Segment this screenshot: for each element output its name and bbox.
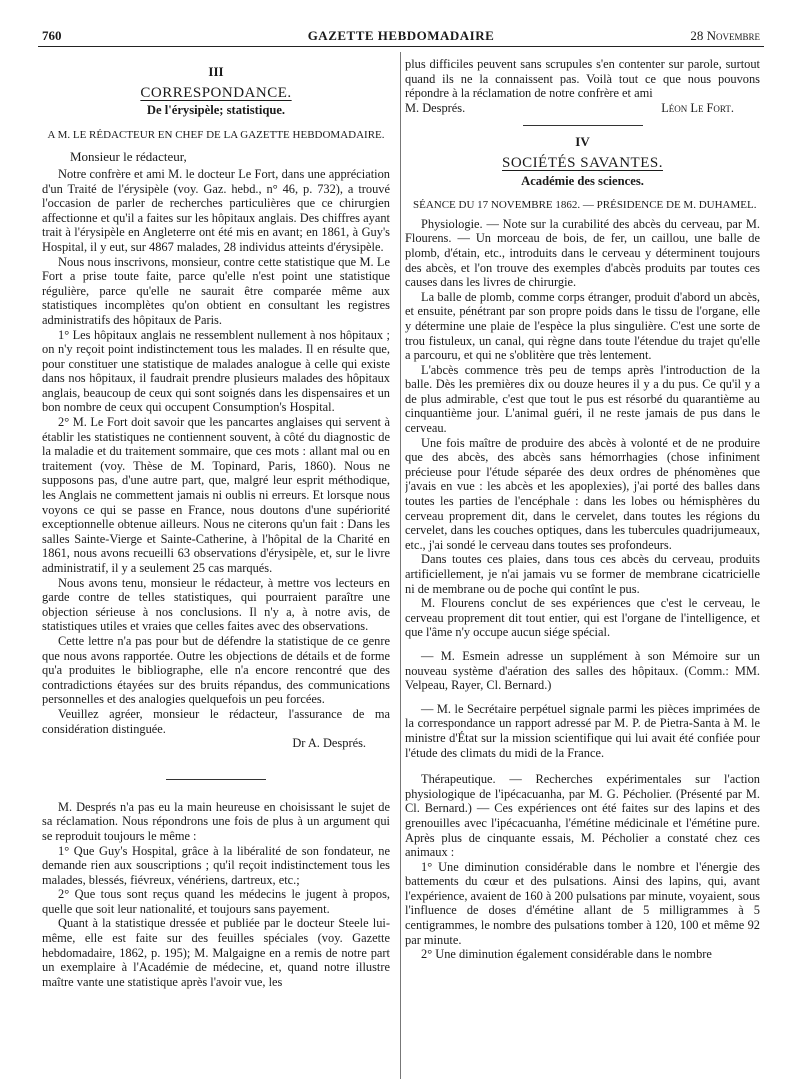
session-line: SÉANCE DU 17 NOVEMBRE 1862. — PRÉSIDENCE DE M. DUHAMEL. bbox=[413, 199, 757, 212]
paragraph: Nous nous inscrivons, monsieur, contre cette statistique que M. Le Fort a prise toute faite, parce qu'elle n'est point une statistique régulière, parce qu'elle ne saurait être comparée même aux statistiques incomplètes qu'on obtient en consultant les registres administratifs des hôpitaux de Paris. bbox=[42, 254, 390, 327]
paragraph: Veuillez agréer, monsieur le rédacteur, l'assurance de ma considération distinguée. bbox=[42, 706, 390, 736]
paragraph: Physiologie. — Note sur la curabilité des abcès du cerveau, par M. Flourens. — Un morceau de bois, de fer, un caillou, une balle de plomb, d'étain, etc., introduits dans le cerveau y déterminent toujours des abcès, et l'on trouve des exemples d'abcès produits par toutes ces causes dans les livres de chirurgie. bbox=[405, 216, 760, 290]
spacer bbox=[405, 693, 760, 702]
paragraph: 2° Que tous sont reçus quand les médecins le jugent à propos, quelle que soit leur nationalité, et toujours sans payement. bbox=[42, 887, 390, 916]
reply-closing bbox=[405, 101, 760, 116]
section-title: CORRESPONDANCE. bbox=[140, 84, 292, 101]
paragraph: Nous avons tenu, monsieur le rédacteur, à mettre vos lecteurs en garde contre de telles statistiques, qui pourraient paraître une objection sérieuse à nos conclusions. Il n'y a, à notre avis, de statistiques utiles et vraies que celles faites avec des observations. bbox=[42, 575, 390, 634]
column-divider bbox=[400, 52, 401, 1079]
article-subtitle: Académie des sciences. bbox=[521, 173, 644, 188]
section-title: SOCIÉTÉS SAVANTES. bbox=[502, 154, 663, 171]
spacer bbox=[405, 640, 760, 649]
paragraph: 1° Les hôpitaux anglais ne ressemblent nullement à nos hôpitaux ; on n'y reçoit point indistinctement tous les malades. Il en résulte que, pour constituer une statistique de malades analogue à celle qui existe dans nos hôpitaux, il faudrait prendre plusieurs malades des hôpitaux anglais, beaucoup de ceux qui sont soignés dans les dispensaires et un bon nombre de ceux qui occupent Consumption's Hospital. bbox=[42, 327, 390, 415]
letter-signature: Dr A. Després. bbox=[292, 736, 366, 751]
paragraph: Une fois maître de produire des abcès à volonté et de ne produire que des abcès, des abcès sans hémorrhagies (chose infiniment précieuse pour l'étude séparée des deux ordres de phénomènes que j'avais en vue : les abcès et les apoplexies), j'ai porté des balles dans toutes les parties de l'encéphale : dans les lobes ou hémisphères du cerveau proprement dit, dans le cervelet, dans toutes les régions du cervelet, dans les couches optiques, dans les tubercules quadrijumeaux, etc., j'ai sondé le cerveau dans toutes ses profondeurs. bbox=[405, 435, 760, 552]
paragraph: M. Després n'a pas eu la main heureuse en choisissant le sujet de sa réclamation. Nous répondrons une fois de plus à un argument qui se reproduit toujours le même : bbox=[42, 799, 390, 843]
letter-address: A M. LE RÉDACTEUR EN CHEF DE LA GAZETTE HEBDOMADAIRE. bbox=[47, 128, 385, 141]
paragraph: Quant à la statistique dressée et publiée par le docteur Steele lui-même, elle est faite sur des feuilles spéciales (voy. Gazette hebdomadaire, 1862, p. 195); M. Malgaigne en a remis de notre part un exemplaire à l'Académie de médecine, et, quand notre illustre maître vante une statistique après l'avoir vue, les bbox=[42, 916, 390, 989]
section-number: III bbox=[208, 64, 224, 79]
reply-signature: Léon Le Fort. bbox=[661, 100, 734, 115]
paragraph: 1° Une diminution considérable dans le nombre et l'énergie des battements du cœur et des pulsations. Ainsi des lapins, qui, avant l'expérience, avaient de 160 à 200 pulsations par minute, voyaient, sous l'influence de doses d'émétine allant de 5 milligrammes à 5 centigrammes, le nombre des pulsations tomber à 120, 100 et même 92 par minute. bbox=[405, 859, 760, 947]
separator-rule bbox=[523, 125, 643, 126]
paragraph: Dans toutes ces plaies, dans tous ces abcès du cerveau, produits artificiellement, je n'ai jamais vu se former de membrane cicatricielle ni de membrane ou de poche qui contînt le pus. bbox=[405, 552, 760, 596]
issue-date: 28 Novembre bbox=[690, 28, 760, 43]
paragraph: Thérapeutique. — Recherches expérimentales sur l'action physiologique de l'ipécacuanha, par M. G. Pécholier. (Présenté par M. Cl. Bernard.) — Ces expériences ont été faites sur des lapins et des grenouilles avec l'ipécacuanha, l'émétine médicinale et l'émétine pure. Après plus de cinquante essais, M. Pécholier a constaté chez ces animaux : bbox=[405, 772, 760, 860]
page-number: 760 bbox=[42, 28, 62, 43]
paragraph: — M. Esmein adresse un supplément à son Mémoire sur un nouveau système d'aération des salles des hôpitaux. (Comm.: MM. Velpeau, Rayer, Cl. Bernard.) bbox=[405, 648, 760, 693]
paragraph: 2° Une diminution également considérable dans le nombre bbox=[421, 947, 712, 962]
spacer bbox=[405, 760, 760, 772]
left-column bbox=[42, 56, 390, 1077]
salutation: Monsieur le rédacteur, bbox=[70, 149, 187, 165]
paragraph: — M. le Secrétaire perpétuel signale parmi les pièces imprimées de la correspondance un rapport adressé par M. P. de Pietra-Santa à M. le ministre d'État sur la mission scientifique qui lui avait été confiée pour l'étude des climats du midi de la France. bbox=[405, 701, 760, 760]
separator-rule bbox=[166, 779, 266, 780]
continuation-end: M. Després. bbox=[405, 100, 466, 115]
paragraph: L'abcès commence très peu de temps après l'introduction de la balle. Dès les premières dix ou douze heures il y a du pus. Ce qu'il y a de plus admirable, c'est que tout le pus est résorbé du quarantième au cinquantième jour. L'animal guéri, il ne reste jamais de pus dans le cerveau. bbox=[405, 362, 760, 436]
paragraph: 1° Que Guy's Hospital, grâce à la libéralité de son fondateur, ne demande rien aux souscriptions ; qu'il reçoit indistinctement tous les malades, blessés, fiévreux, vénériens, dartreux, etc.; bbox=[42, 843, 390, 887]
article-subtitle: De l'érysipèle; statistique. bbox=[146, 103, 286, 118]
page-header bbox=[38, 24, 764, 47]
paragraph: La balle de plomb, comme corps étranger, produit d'abord un abcès, et ensuite, pénétrant par son propre poids dans le tissu de l'organe, elle y détermine une plaie de l'espèce la plus singulière. C'est une sorte de trou fistuleux, un canal, qui règne dans toute l'étendue du trajet qu'elle a parcouru, et qui ne s'oblitère que très lentement. bbox=[405, 289, 760, 363]
journal-title: GAZETTE HEBDOMADAIRE bbox=[307, 28, 495, 43]
right-column bbox=[405, 57, 760, 1077]
paragraph: 2° M. Le Fort doit savoir que les pancartes anglaises qui servent à établir les statistiques ne contiennent souvent, à côté du diagnostic de la maladie et du traitement sommaire, que ces mots : allant mal ou en traitement (voy. Thèse de M. Topinard, Paris, 1860). Nous ne supposons pas, d'une autre part, que, malgré leur esprit méthodique, les Anglais ne commettent jamais ni oublis ni erreurs. Et lorsque nous voyons ce qui se passe en France, nous doutons d'une supériorité exceptionnelle obtenue ailleurs. Nous ne citerons qu'un fait : Dans les salles Sainte-Vierge et Sainte-Catherine, à l'hôpital de la Charité en 1861, nous avons recueilli 63 observations d'érysipèle, et, sur le livre administratif, il y a seulement 25 cas marqués. bbox=[42, 415, 390, 575]
paragraph: Cette lettre n'a pas pour but de défendre la statistique de ce genre que nous avons rapportée. Outre les objections de détails et de forme qu'a produites le bibliographe, elle n'a encore rencontré que des contradictions étayées sur des bruits répandus, des communications personnelles et des analogies quelquefois un peu forcées. bbox=[42, 633, 390, 707]
section-number: IV bbox=[575, 134, 590, 150]
paragraph: M. Flourens conclut de ses expériences que c'est le cerveau, le cerveau proprement dit tout entier, qui est l'organe de l'intelligence, et que l'âme n'y occupe aucun siége spécial. bbox=[405, 596, 760, 640]
paragraph: Notre confrère et ami M. le docteur Le Fort, dans une appréciation d'un Traité de l'érysipèle (voy. Gaz. hebd., n° 46, p. 732), a trouvé l'occasion de parler de recherches particulières que ce chirurgien affectionne et qu'il a faites sur les hôpitaux anglais. Des chiffres ayant trait à l'érysipèle en Angleterre ont été mis en avant; en 1861, à Guy's Hospital, il y eut, sur 4867 malades, 28 individus atteints d'érysipèle. bbox=[42, 166, 390, 254]
paragraph: plus difficiles peuvent sans scrupules s'en contenter sur parole, surtout quand ils ne la connaissent pas. Voilà tout ce que nous pouvons répondre à la réclamation de notre confrère et ami bbox=[405, 57, 760, 101]
